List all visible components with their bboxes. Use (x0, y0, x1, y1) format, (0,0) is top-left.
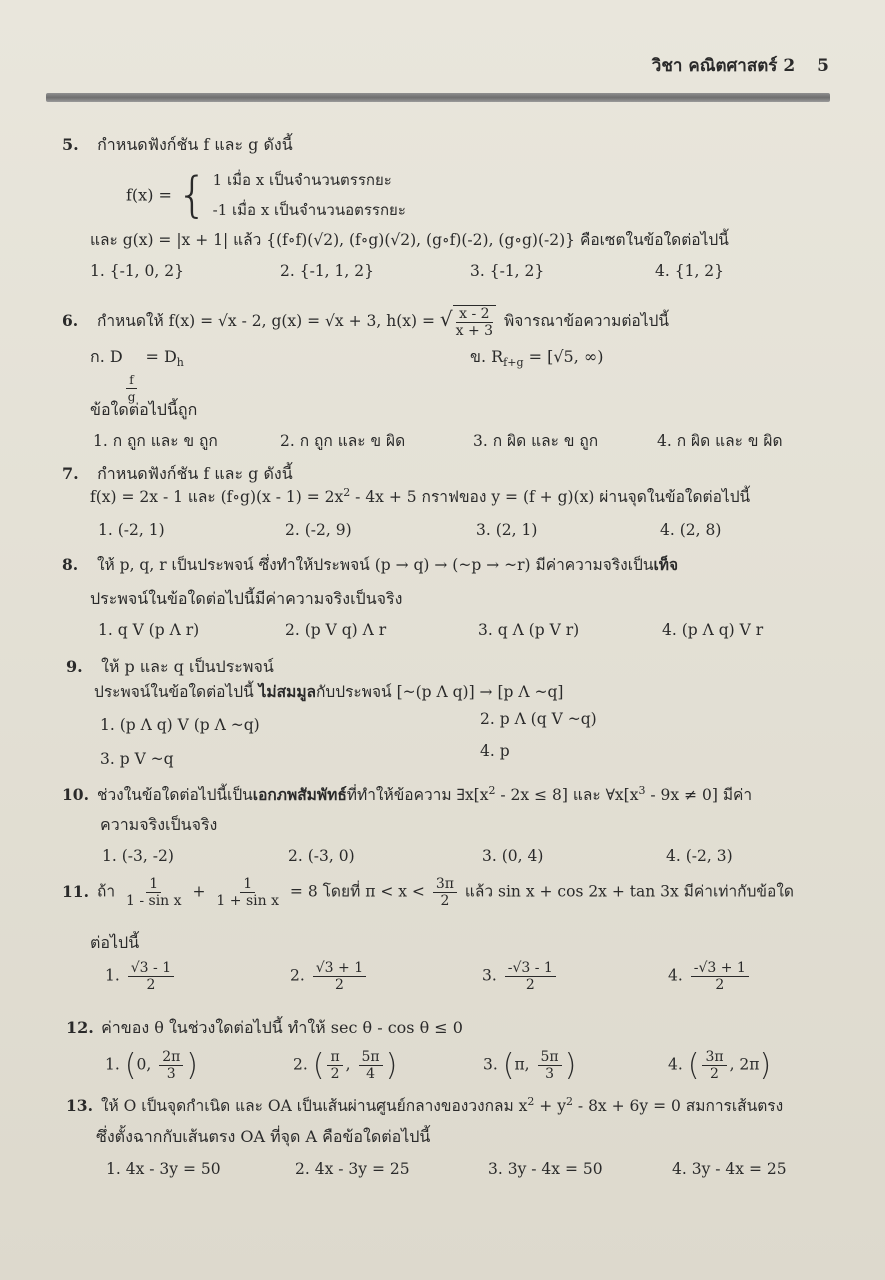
q13-option-1: 1. 4x - 3y = 50 (106, 1160, 221, 1178)
q11-line1: 11. ถ้า $\frac{1}{\text{1 - sin x}}$ + $\frac{1}{\text{1 + sin x}}$ = 8 โดยที่ π < x < $\frac{3\pi}{2}$ แล้ว sin x + cos 2x + tan 3x มีค่าเท่ากับข้อใด (62, 876, 794, 909)
q10-option-1: 1. (-3, -2) (102, 847, 174, 865)
q7-option-4: 4. (2, 8) (660, 521, 722, 539)
q5-option-4: 4. {1, 2} (655, 262, 725, 280)
q6-option-4: 4. ก ผิด และ ข ผิด (657, 432, 783, 450)
q9-option-2: 2. p Λ (q V ~q) (480, 710, 597, 728)
q6-option-3: 3. ก ผิด และ ข ถูก (473, 432, 599, 450)
q6-option-1: 1. ก ถูก และ ข ถูก (93, 432, 218, 450)
q10-line2: ความจริงเป็นจริง (100, 815, 218, 834)
q6-stem: 6. กำหนดให้ f(x) = √x - 2, g(x) = √x + 3, h(x) = √ $\frac{x - 2}{x + 3}$ พิจารณาข้อความต่อไปนี้ (62, 306, 669, 339)
brace-icon: { (177, 167, 208, 223)
page-number: 5 (817, 56, 829, 76)
q11-option-4: 4. $\frac{-√3 + 1}{2}$ (668, 960, 752, 993)
q6-statement-kho: ข. $R_{f+g} = [√5$, ∞) (470, 347, 604, 370)
q5-line2: และ g(x) = |x + 1| แล้ว {(f∘f)(√2), (f∘g)(√2), (g∘f)(-2), (g∘g)(-2)} คือเซตในข้อใดต่อไปนี้ (90, 231, 729, 249)
q9-line2: ประพจน์ในข้อใดต่อไปนี้ ไม่สมมูลกับประพจน์ [~(p Λ q)] → [p Λ ~q] (94, 682, 564, 701)
q10-option-2: 2. (-3, 0) (288, 847, 355, 865)
q8-option-1: 1. q V (p Λ r) (98, 621, 200, 639)
q12-stem: 12. ค่าของ θ ในช่วงใดต่อไปนี้ ทำให้ sec θ - cos θ ≤ 0 (66, 1018, 463, 1037)
q8-stem: 8. ให้ p, q, r เป็นประพจน์ ซึ่งทำให้ประพจน์ (p → q) → (~p → ~r) มีค่าความจริงเป็นเท็จ (62, 555, 679, 574)
q13-option-3: 3. 3y - 4x = 50 (488, 1160, 603, 1178)
q9-option-1: 1. (p Λ q) V (p Λ ~q) (100, 716, 260, 734)
q5-option-3: 3. {-1, 2} (470, 262, 545, 280)
q11-option-3: 3. $\frac{-√3 - 1}{2}$ (482, 960, 559, 993)
q7-stem: 7. กำหนดฟังก์ชัน f และ g ดังนี้ (62, 464, 293, 483)
q10-line1: 10. ช่วงในข้อใดต่อไปนี้เป็นเอกภพสัมพัทธ์ที่ทำให้ข้อความ $\exists x[x^2 - 2x \le 8]$ และ $\forall x[x^3 - 9x \ne 0]$ มีค่า (62, 783, 753, 804)
q12-option-2: 2. ( $\frac{\pi}{2}$ , $\frac{5\pi}{4}$ ) (293, 1048, 398, 1083)
q9-stem: 9. ให้ p และ q เป็นประพจน์ (66, 657, 274, 676)
q5-option-2: 2. {-1, 1, 2} (280, 262, 374, 280)
q7-line2: f(x) = 2x - 1 และ (f∘g)(x - $1) = 2x^2 - 4x + 5$ กราฟของ y = (f + g)(x) ผ่านจุดในข้อใดต่อไปนี้ (90, 485, 751, 506)
q9-option-4: 4. p (480, 742, 510, 760)
q7-option-1: 1. (-2, 1) (98, 521, 165, 539)
q10-option-4: 4. (-2, 3) (666, 847, 733, 865)
q13-line1: 13. ให้ O เป็นจุดกำเนิด และ OA เป็นเส้นผ่านศูนย์กลางของวงกลม $x^2 + y^2 - 8x + 6y = 0$ สมการเส้นตรง (66, 1094, 784, 1115)
q11-option-1: 1. $\frac{√3 - 1}{2}$ (105, 960, 177, 993)
q5-stem: 5. กำหนดฟังก์ชัน f และ g ดังนี้ (62, 135, 293, 154)
header-rule (46, 93, 830, 102)
subject-title: วิชา คณิตศาสตร์ 2 (651, 56, 796, 76)
q6-statement-ka: ก. D $\frac{f}{g}$ = $D_h$ (90, 347, 184, 404)
q5-piecewise: f(x) = { 1 เมื่อ x เป็นจำนวนตรรกยะ -1 เมื่อ x เป็นจำนวนอตรรกยะ (126, 167, 406, 223)
q8-option-4: 4. (p Λ q) V r (662, 621, 764, 639)
q11-line2: ต่อไปนี้ (90, 933, 140, 952)
q12-option-1: 1. (0, $\frac{2\pi}{3}$ ) (105, 1048, 199, 1083)
q13-option-4: 4. 3y - 4x = 25 (672, 1160, 787, 1178)
q7-option-3: 3. (2, 1) (476, 521, 538, 539)
page-header (652, 52, 829, 79)
q8-option-3: 3. q Λ (p V r) (478, 621, 580, 639)
q13-option-2: 2. 4x - 3y = 25 (295, 1160, 410, 1178)
q11-option-2: 2. $\frac{√3 + 1}{2}$ (290, 960, 369, 993)
q6-question: ข้อใดต่อไปนี้ถูก (90, 400, 198, 419)
q12-option-4: 4. ( $\frac{3\pi}{2}$ , 2π) (668, 1048, 772, 1083)
q10-option-3: 3. (0, 4) (482, 847, 544, 865)
q9-option-3: 3. p V ~q (100, 750, 174, 768)
q8-line2: ประพจน์ในข้อใดต่อไปนี้มีค่าความจริงเป็นจริง (90, 589, 403, 608)
q6-option-2: 2. ก ถูก และ ข ผิด (280, 432, 406, 450)
q5-option-1: 1. {-1, 0, 2} (90, 262, 184, 280)
q12-option-3: 3. (π, $\frac{5\pi}{3}$ ) (483, 1048, 577, 1083)
q13-line2: ซึ่งตั้งฉากกับเส้นตรง OA ที่จุด A คือข้อใดต่อไปนี้ (96, 1127, 431, 1146)
q7-option-2: 2. (-2, 9) (285, 521, 352, 539)
q8-option-2: 2. (p V q) Λ r (285, 621, 387, 639)
